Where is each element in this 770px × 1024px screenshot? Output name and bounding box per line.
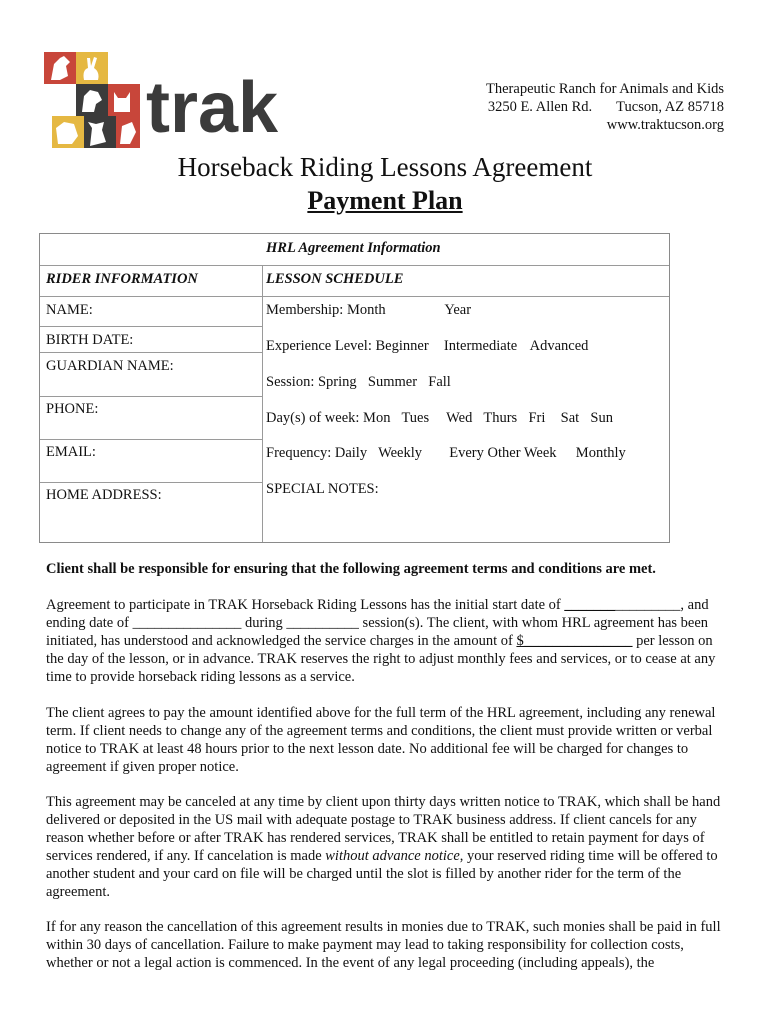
home-address-field[interactable]: HOME ADDRESS: [46,487,162,503]
day-option-wed[interactable]: Wed [446,410,473,426]
start-date-blank-2[interactable]: _________, [615,597,685,613]
experience-label: Experience Level: [266,338,372,354]
rider-info-heading: RIDER INFORMATION [46,271,198,287]
divider [40,296,669,297]
session-option-summer[interactable]: Summer [367,374,418,390]
divider [40,265,669,266]
hrl-agreement-form [39,233,670,543]
experience-option-intermediate[interactable]: Intermediate [443,338,518,354]
amount-blank[interactable]: $_______________ [516,633,633,649]
special-notes-field[interactable]: SPECIAL NOTES: [266,481,379,497]
p3-italic: without advance notice [325,848,460,864]
session-label: Session: [266,374,315,390]
frequency-option-weekly[interactable]: Weekly [378,445,423,461]
paragraph-monies-due: If for any reason the cancellation of this agreement results in monies due to TRAK, such monies shall be paid in full within 30 days of cancellation. Failure to make payment may lead to taking responsibility for collection costs, whether or not a legal action is commenced. In the event of any legal proceeding (including appeals), the [46,919,721,971]
session-option-fall[interactable]: Fall [428,374,451,390]
lesson-schedule-heading: LESSON SCHEDULE [266,271,404,287]
organization-info [486,80,724,134]
p3-text-a: This agreement may be canceled at any time by client upon thirty days written notice to TRAK, which shall be hand delivered or deposited in the US mail with adequate postage to TRAK business address. If client cancels for any reason whether before or after TRAK has rendered services, TRAK shall be entitled to retain payment for days of services rendered, if any. If cancelation is made [46,794,721,864]
day-option-fri[interactable]: Fri [528,410,546,426]
day-option-sat[interactable]: Sat [560,410,580,426]
day-option-mon[interactable]: Mon [363,410,391,426]
org-city: Tucson, AZ 85718 [616,99,724,115]
p1-text-c: per lesson on the day of the lesson, or in advance. TRAK reserves the right to adjust monthly fees and services, or to cease at any time to provide horseback riding lessons as a service. [46,633,716,685]
trak-logo [44,52,279,154]
terms-intro: Client shall be responsible for ensuring that the following agreement terms and conditions are met. [46,561,656,577]
frequency-option-every-other-week[interactable]: Every Other Week [449,445,557,461]
email-field[interactable]: EMAIL: [46,444,96,460]
experience-row [266,338,588,355]
column-divider [262,265,263,542]
guardian-name-field[interactable]: GUARDIAN NAME: [46,358,174,374]
session-row [266,374,451,391]
day-option-thurs[interactable]: Thurs [483,410,518,426]
day-option-tues[interactable]: Tues [401,410,430,426]
membership-option-month[interactable]: Month [346,302,386,318]
birth-date-field[interactable]: BIRTH DATE: [46,332,134,348]
experience-option-beginner[interactable]: Beginner [375,338,429,354]
paragraph-cancellation [46,793,732,901]
divider [40,326,262,327]
org-name: Therapeutic Ranch for Animals and Kids [486,81,724,97]
frequency-option-daily[interactable]: Daily [334,445,368,461]
org-website: www.traktucson.org [606,117,724,133]
frequency-option-monthly[interactable]: Monthly [575,445,626,461]
form-header: HRL Agreement Information [266,240,441,256]
day-option-sun[interactable]: Sun [590,410,613,426]
membership-option-year[interactable]: Year [444,302,472,318]
membership-label: Membership: [266,302,344,318]
days-label: Day(s) of week: [266,410,360,426]
session-option-spring[interactable]: Spring [317,374,357,390]
name-field[interactable]: NAME: [46,302,93,318]
p1-text-b: and ending date of _______________ during __________ session(s). The client, with whom HRL agreement has been initiated, has understood and acknowledged the service charges in the amount of [46,597,709,649]
document-subtitle: Payment Plan [307,186,463,215]
frequency-label: Frequency: [266,445,332,461]
frequency-row [266,445,626,462]
p1-text-a: Agreement to participate in TRAK Horseback Riding Lessons has the initial start date of [46,597,565,613]
p3-text-b: , your reserved riding time will be offered to another student and your card on file will be charged until the slot is filled by another rider for the term of the agreement. [46,848,718,900]
paragraph-payment-terms: The client agrees to pay the amount identified above for the full term of the HRL agreement, including any renewal term. If client needs to change any of the agreement terms and conditions, the client must provide written or verbal notice to TRAK at least 48 hours prior to the next lesson date. No additional fee will be charged for changes to agreement if given proper notice. [46,705,716,775]
divider [40,482,262,483]
membership-row [266,302,471,319]
days-row [266,410,613,427]
experience-option-advanced[interactable]: Advanced [529,338,589,354]
logo-wordmark: trak [146,68,279,148]
divider [40,396,262,397]
divider [40,352,262,353]
divider [40,439,262,440]
start-date-blank[interactable]: _______ [564,597,616,613]
org-address [486,98,724,116]
paragraph-start-date [46,596,732,686]
org-street: 3250 E. Allen Rd. [487,99,593,115]
document-title: Horseback Riding Lessons Agreement [177,152,593,182]
phone-field[interactable]: PHONE: [46,401,99,417]
